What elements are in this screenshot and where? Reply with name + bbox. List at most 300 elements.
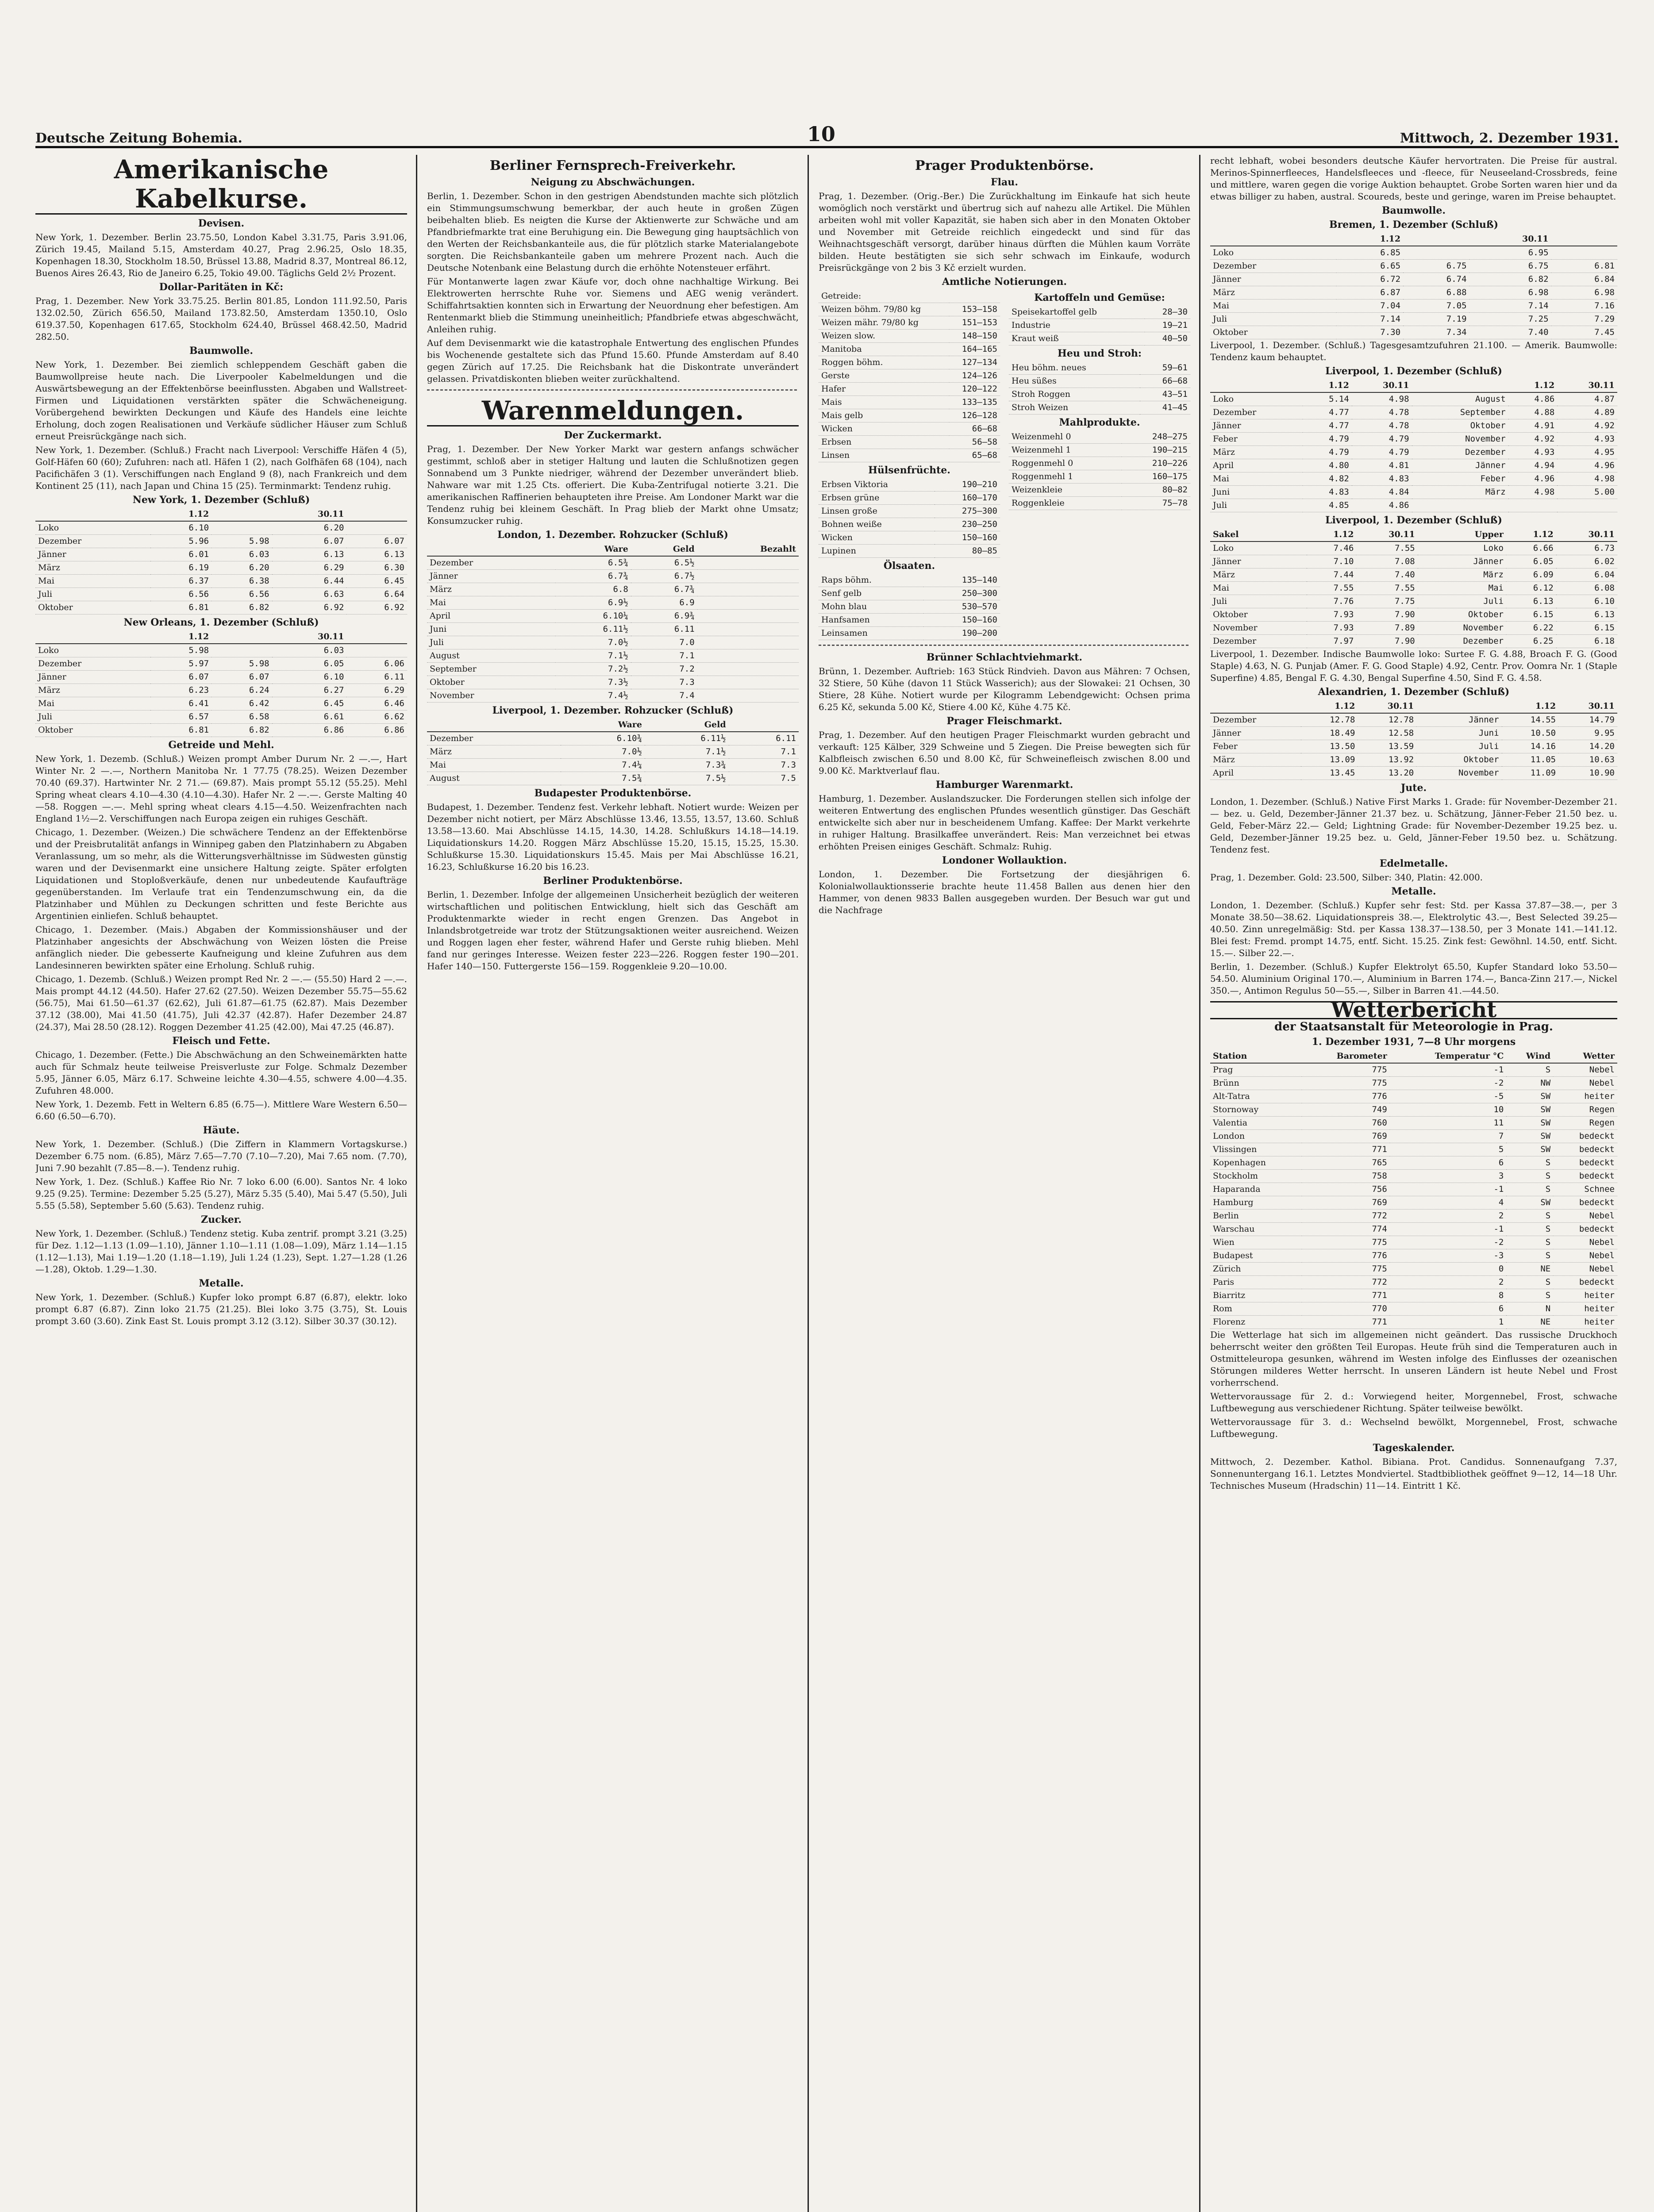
table-cell: Loko [1418, 541, 1506, 555]
table-cell: Wicken [819, 531, 935, 545]
table-cell: 6.81 [1551, 260, 1617, 273]
column-3 [819, 155, 1190, 2212]
table-cell: 7.04 [1336, 300, 1403, 313]
table-row [1210, 486, 1617, 499]
table-cell [697, 676, 799, 689]
table-cell [697, 556, 799, 570]
table-row [427, 689, 799, 703]
column-4 [1210, 155, 1617, 2212]
table-cell: 126—128 [949, 409, 1000, 422]
table-cell: 530—570 [923, 600, 1000, 614]
table-row [1210, 1103, 1617, 1117]
table-cell: November [427, 689, 555, 703]
table-header-cell: 30.11 [1356, 528, 1417, 541]
table-cell: 760 [1302, 1117, 1389, 1130]
table-cell: 6.98 [1469, 286, 1551, 300]
table-row [427, 759, 799, 772]
table-cell: Jänner [1210, 727, 1301, 740]
table-cell: 7.40 [1356, 568, 1417, 582]
subheading-precious-metals: Edelmetalle. [1379, 858, 1448, 869]
table-cell: 13.59 [1358, 740, 1416, 753]
table-cell: Vlissingen [1210, 1143, 1302, 1156]
table-row [427, 636, 799, 649]
table-row [35, 575, 407, 588]
table-cell: 6.7½ [631, 570, 697, 583]
table-cell: 6.04 [1556, 568, 1617, 582]
table-cell: NE [1506, 1316, 1553, 1329]
table-row [819, 356, 1000, 369]
table-cell: April [1210, 767, 1301, 780]
table-cell: 4.80 [1303, 459, 1352, 472]
table-cell: 5.98 [212, 657, 272, 671]
table-cell: 6.38 [212, 575, 272, 588]
table-row [819, 492, 1000, 505]
table-row [819, 449, 1000, 462]
table-row [1210, 1156, 1617, 1170]
table-row [1210, 1090, 1617, 1103]
table-cell: 7.3½ [555, 676, 631, 689]
table-cell: Getreide: [819, 290, 949, 303]
table-title-alexandria: Alexandrien, 1. Dezember (Schluß) [1318, 686, 1510, 698]
table-row [427, 610, 799, 623]
table-cell: 6.07 [150, 671, 212, 684]
table-cell: 7.0½ [561, 745, 645, 759]
table-cell: 6.95 [1469, 246, 1551, 260]
table-row [1210, 499, 1617, 512]
table-header-cell: Barometer [1302, 1050, 1389, 1063]
table-cell: 6.19 [150, 561, 212, 575]
table-cell: Jänner [35, 671, 150, 684]
table-cell: 772 [1302, 1210, 1389, 1223]
table-cell: 7.40 [1469, 326, 1551, 339]
article-budapest: Budapest, 1. Dezember. Tendenz fest. Verkehr lebhaft. Notiert wurde: Weizen per Dezember nicht notiert, per März Abschlüsse 13.46, 13.55, 13.57, 13.60. Schluß 13.58—13.60. Mai Abschlüsse 14.15, 14.30, 14.28. Schlußkurs 14.18—14.19. Liquidationskurs 14.20. Roggen März Abschlüsse 15.20, 15.15, 15.25, 15.30. Schlußkurse 15.30. Liquidationskurs 15.45. Mais per Mai Abschlüsse 16.21, 16.23, Schlußkurse 16.20 bis 16.23. [427, 802, 799, 872]
table-cell: 6.75 [1469, 260, 1551, 273]
table-cell: 4.98 [1508, 486, 1558, 499]
table-cell: Nebel [1553, 1210, 1617, 1223]
table-row [819, 614, 1000, 627]
article-berlin-produce: Berlin, 1. Dezember. Infolge der allgemeinen Unsicherheit bezüglich der weiteren wirtschaftlichen und politischen Entwicklung, hielt sich das Geschäft am Produktenmarkte wieder in recht engen Grenzen. Das Angebot in Inlandsbrotgetreide war trotz der Stützungsaktionen weiter ausreichend. Weizen und Roggen lagen eher fester, während Hafer und Gerste ruhig blieben. Mehl fand nur geringes Interesse. Weizen fester 223—226. Roggen fester 190—201. Hafer 140—150. Futtergerste 156—159. Roggenkleie 9.20—10.00. [427, 889, 799, 972]
table-cell: -3 [1390, 1249, 1507, 1263]
table-cell: 7.1½ [555, 649, 631, 663]
table-cell: 3 [1390, 1170, 1507, 1183]
table-cell: 7.76 [1307, 595, 1357, 608]
table-cell: 4.81 [1352, 459, 1412, 472]
table-header-cell: Ware [555, 543, 631, 556]
table-header-cell: Upper [1418, 528, 1506, 541]
table-cell: August [1412, 392, 1508, 406]
table-row [1210, 608, 1617, 622]
table-cell: Rom [1210, 1302, 1302, 1316]
table-cell: S [1506, 1223, 1553, 1236]
table-cell: 6.07 [272, 535, 347, 548]
table-cell: 771 [1302, 1143, 1389, 1156]
table-cell [697, 596, 799, 610]
table-cell: bedeckt [1553, 1223, 1617, 1236]
table-cell: 771 [1302, 1289, 1389, 1302]
table-cell: 13.92 [1358, 753, 1416, 767]
table-cell: 135—140 [923, 574, 1000, 587]
table-bremen [1210, 233, 1617, 339]
table-cell: Feber [1210, 740, 1301, 753]
table-cell: 7.4½ [555, 689, 631, 703]
table-cell: Paris [1210, 1276, 1302, 1289]
table-row [1210, 1196, 1617, 1210]
table-cell: Dezember [1412, 446, 1508, 459]
table-cell: 13.50 [1301, 740, 1358, 753]
article-berlin-3: Auf dem Devisenmarkt wie die katastrophale Entwertung des englischen Pfundes bis Wochenende gestaltete sich das Pfund 15.60. Pfunde Amsterdam auf 8.40 gegen Zürich auf 17.25. Die Reichsbank hat die Diskontrate unverändert gelassen. Privatdiskonten blieben weiter zurückhaltend. [427, 338, 799, 384]
table-header-cell: Station [1210, 1050, 1302, 1063]
table-cell: Berlin [1210, 1210, 1302, 1223]
table-row [1210, 406, 1617, 419]
table-cell [697, 636, 799, 649]
table-cell: 41—45 [1140, 401, 1190, 415]
table-cell: 758 [1302, 1170, 1389, 1183]
table-header-cell: 30.11 [1558, 700, 1617, 713]
table-cell: August [427, 649, 555, 663]
table-row [1210, 326, 1617, 339]
table-cell: 14.55 [1502, 713, 1559, 727]
table-cell: bedeckt [1553, 1196, 1617, 1210]
table-cell [1557, 499, 1617, 512]
table-cell: Lupinen [819, 545, 935, 558]
table-cell: Weizen mähr. 79/80 kg [819, 316, 949, 330]
table-cell: 4.84 [1352, 486, 1412, 499]
table-row [819, 343, 1000, 356]
subheading-meat: Fleisch und Fette. [172, 1035, 270, 1047]
table-cell [697, 610, 799, 623]
table-cell: Oktober [1412, 419, 1508, 433]
table-cell: November [1418, 622, 1506, 635]
table-cell: SW [1506, 1103, 1553, 1117]
table-cell: Stroh Weizen [1009, 401, 1140, 415]
table-title-ny: New York, 1. Dezember (Schluß) [132, 494, 310, 506]
subheading-hamburg: Hamburger Warenmarkt. [935, 779, 1073, 791]
table-cell: Nebel [1553, 1236, 1617, 1249]
table-row [1210, 1249, 1617, 1263]
table-cell: 7.3 [631, 676, 697, 689]
table-liverpool-2 [1210, 528, 1617, 648]
table-cell: 7.1½ [645, 745, 729, 759]
table-title-liverpool: Liverpool, 1. Dezember (Schluß) [1325, 365, 1502, 377]
table-cell: Loko [35, 521, 150, 535]
article-weather: Die Wetterlage hat sich im allgemeinen nicht geändert. Das russische Druckhoch beherrscht weiter den größten Teil Europas. Heute früh sind die Temperaturen auch in Ostmitteleuropa gesunken, während im Westen infolge des Einflusses der ozeanischen Störungen milderes Wetter herrscht. In unseren Ländern ist heute Nebel und Frost vorherrschend. [1210, 1329, 1617, 1388]
table-header-cell [1412, 379, 1508, 392]
table-cell: 5.97 [150, 657, 212, 671]
table-cell: 6.41 [150, 697, 212, 710]
table-cell: 6.10¾ [561, 732, 645, 745]
table-cell: 4.77 [1303, 419, 1352, 433]
table-cell: Juli [35, 588, 150, 601]
table-header-cell [1210, 700, 1301, 713]
table-row [35, 588, 407, 601]
quotes-left [819, 290, 1000, 640]
table-cell: 40—50 [1145, 332, 1190, 346]
table-cell: 248—275 [1122, 430, 1190, 444]
table-new-orleans-cotton [35, 630, 407, 737]
table-legumes [819, 478, 1000, 558]
article-wool: London, 1. Dezember. Die Fortsetzung der diesjährigen 6. Kolonialwollauktionsserie brachte heute 11.458 Ballen aus denen hier den Hammer, von denen 9833 Ballen ausgegeben wurden. Der Besuch war gut und die Nachfrage [819, 869, 1190, 915]
table-cell: 6.29 [272, 561, 347, 575]
table-cell: Stockholm [1210, 1170, 1302, 1183]
table-cell: 7.5½ [645, 772, 729, 785]
table-cell: 6.24 [212, 684, 272, 697]
table-cell: Senf gelb [819, 587, 923, 600]
table-header-cell: 1.12 [1508, 379, 1558, 392]
table-cell: 771 [1302, 1316, 1389, 1329]
table-cell: 6.85 [1336, 246, 1403, 260]
subheading-official-quotes: Amtliche Notierungen. [942, 276, 1067, 288]
table-row [1210, 727, 1617, 740]
table-hay [1009, 361, 1190, 415]
table-cell: 13.45 [1301, 767, 1358, 780]
table-cell: 7.55 [1356, 582, 1417, 595]
table-cell: 772 [1302, 1276, 1389, 1289]
table-cell: Juli [1210, 499, 1303, 512]
table-cell: April [1210, 459, 1303, 472]
section-title-prague-produce: Prager Produktenbörse. [915, 158, 1094, 173]
table-header-cell [427, 718, 561, 732]
table-cell: Florenz [1210, 1316, 1302, 1329]
table-cell: 6.7¾ [555, 570, 631, 583]
table-cell: 6.58 [212, 710, 272, 724]
table-cell: 6.11½ [645, 732, 729, 745]
table-header-cell: 1.12 [150, 630, 212, 644]
table-cell: 7.89 [1356, 622, 1417, 635]
table-cell: 14.16 [1502, 740, 1559, 753]
table-cell: Weizenmehl 1 [1009, 444, 1122, 457]
table-cell: März [1210, 568, 1307, 582]
table-cell: Hamburg [1210, 1196, 1302, 1210]
table-row [819, 478, 1000, 492]
table-header-row [1210, 233, 1617, 246]
article-jute: London, 1. Dezember. (Schluß.) Native First Marks 1. Grade: für November-Dezember 21.— bez. u. Geld, Dezember-Jänner 21.37 bez. u. Schätzung, Jänner-Feber 21.50 bez. u. Geld, Feber-März 22.— Geld; Lightning Grade: für November-Dezember 19.25 bez. u. Geld, Dezember-Jänner 19.25 bez. u. Geld, Jänner-Feber 19.50 bez. u. Schätzung. Tendenz fest. [1210, 796, 1617, 855]
table-row [819, 505, 1000, 518]
table-cell: Biarritz [1210, 1289, 1302, 1302]
table-cell: 6.03 [212, 548, 272, 561]
table-cell: 14.79 [1558, 713, 1617, 727]
table-row [819, 600, 1000, 614]
table-row [1210, 1183, 1617, 1196]
table-cell: S [1506, 1170, 1553, 1183]
table-cell: -1 [1390, 1063, 1507, 1077]
table-cell: 6.11 [729, 732, 799, 745]
table-header-cell [346, 508, 407, 521]
table-cell: 7.1 [631, 649, 697, 663]
table-cell: Roggen böhm. [819, 356, 949, 369]
table-cell: SW [1506, 1090, 1553, 1103]
table-cell: Juli [427, 636, 555, 649]
table-cell: 4.79 [1352, 433, 1412, 446]
table-header-cell: Geld [645, 718, 729, 732]
table-cell: 12.58 [1358, 727, 1416, 740]
table-cell: 5.00 [1557, 486, 1617, 499]
table-cell [1508, 499, 1558, 512]
section-title-berlin: Berliner Fernsprech-Freiverkehr. [489, 158, 736, 173]
table-cell: Wien [1210, 1236, 1302, 1249]
issue-date: Mittwoch, 2. Dezember 1931. [1400, 131, 1619, 146]
table-cell: 6.13 [272, 548, 347, 561]
page-header [35, 119, 1619, 148]
table-cell [1551, 246, 1617, 260]
table-liverpool [1210, 379, 1617, 512]
table-header-cell [35, 508, 150, 521]
table-cell: Dezember [1210, 713, 1301, 727]
table-cell: 4.88 [1508, 406, 1558, 419]
table-cell: 4.98 [1557, 472, 1617, 486]
subheading-potatoes: Kartoffeln und Gemüse: [1034, 292, 1165, 303]
table-header-cell [346, 630, 407, 644]
table-cell: 6.09 [1506, 568, 1556, 582]
table-cell: März [427, 583, 555, 596]
table-cell: 124—126 [949, 369, 1000, 383]
table-cell: 6.66 [1506, 541, 1556, 555]
table-cell: Loko [35, 644, 150, 657]
table-cell: Kopenhagen [1210, 1156, 1302, 1170]
subheading-jute: Jute. [1400, 782, 1427, 794]
table-cell: 770 [1302, 1302, 1389, 1316]
table-row [1210, 1223, 1617, 1236]
table-cell: 7.55 [1356, 541, 1417, 555]
table-cell: 6.03 [272, 644, 347, 657]
table-cell: 12.78 [1358, 713, 1416, 727]
table-header-cell: 30.11 [1358, 700, 1416, 713]
table-cell: 4.91 [1508, 419, 1558, 433]
table-cell: 6.37 [150, 575, 212, 588]
table-cell: N [1506, 1302, 1553, 1316]
article-chicago-wheat: Chicago, 1. Dezember. (Weizen.) Die schwächere Tendenz an der Effektenbörse und der Preisbrutalität anfangs in Winnipeg gaben den Platzinhabern zu Abgaben Veranlassung, um so mehr, als die Witterungsverhältnisse im Südwesten günstig waren und der Devisenmarkt eine unsichere Haltung zeigte. Später erfolgten Liquidationen und Stoploßverkäufe, denen nur unbedeutende Kaufaufträge gegenüberstanden. Im Verlaufe trat ein Tendenzumschwung ein, da die Platzinhaber und Mühlen zu Deckungen schritten und feste Berichte aus Argentinien einliefen. Schluß behauptet. [35, 827, 407, 921]
table-cell: Jänner [1210, 273, 1336, 286]
table-cell: Dezember [1418, 635, 1506, 648]
table-cell: Weizen böhm. 79/80 kg [819, 303, 949, 316]
table-cell: 14.20 [1558, 740, 1617, 753]
article-liverpool: Liverpool, 1. Dezember. (Schluß.) Tagesgesamtzufuhren 21.100. — Amerik. Baumwolle: Tendenz kaum behauptet. [1210, 340, 1617, 362]
article-meat: Chicago, 1. Dezember. (Fette.) Die Abschwächung an den Schweinemärkten hatte auch für Schmalz heute teilweise Preisverluste zur Folge. Schmalz Dezember 5.95, Jänner 6.05, März 6.17. Schweine leichte 4.30—4.55, schwere 4.00—4.35. Zufuhren 48.000. [35, 1049, 407, 1096]
table-cell: 7.05 [1403, 300, 1469, 313]
table-cell: Mai [35, 697, 150, 710]
table-cell: bedeckt [1553, 1170, 1617, 1183]
table-title-london-sugar: London, 1. Dezember. Rohzucker (Schluß) [497, 529, 728, 541]
table-cell: Weizenkleie [1009, 484, 1122, 497]
table-cell: 80—82 [1122, 484, 1190, 497]
subheading-calendar: Tageskalender. [1373, 1442, 1455, 1454]
table-cell: 6.15 [1506, 608, 1556, 622]
table-cell: 6.11½ [555, 623, 631, 636]
table-row [35, 644, 407, 657]
table-row [819, 409, 1000, 422]
table-header-cell: Wetter [1553, 1050, 1617, 1063]
column-2 [427, 155, 799, 2212]
table-cell: Mai [427, 596, 555, 610]
table-header-cell [35, 630, 150, 644]
article-sugar-market: Prag, 1. Dezember. Der New Yorker Markt war gestern anfangs schwächer gestimmt, schloß aber in stetiger Haltung und lauten die Schlußnotizen gegen Sonnabend um 3 Punkte niedriger, während der Dezember unverändert blieb. Nahware war mit 1.25 Cts. offeriert. Die Kuba-Zentrifugal notierte 3.21. Die amerikanischen Raffinerien behaupteten ihre Preise. Am Londoner Markt war die Tendenz ruhig bei kleinem Geschäft. In Prag blieb der Markt ohne Umsatz; Konsumzucker ruhig. [427, 444, 799, 526]
table-cell: bedeckt [1553, 1143, 1617, 1156]
table-cell: März [35, 684, 150, 697]
article-coffee: New York, 1. Dez. (Schluß.) Kaffee Rio Nr. 7 loko 6.00 (6.00). Santos Nr. 4 loko 9.25 (9.25). Termine: Dezember 5.25 (5.27), März 5.35 (5.40), Mai 5.47 (5.50), Juli 5.55 (5.58), September 5.60 (5.63). Tendenz ruhig. [35, 1176, 407, 1211]
article-chicago-corn: Chicago, 1. Dezember. (Mais.) Abgaben der Kommissionshäuser und der Platzinhaber angesichts der Abschwächung von Weizen lösten die Preise anfänglich nieder. Die gebesserte Kaufneigung und kleine Zufuhren aus dem Landesinneren bewirkten später eine Erholung. Schluß ruhig. [35, 924, 407, 971]
table-cell: 6.05 [272, 657, 347, 671]
table-row [1210, 582, 1617, 595]
table-cell: 133—135 [949, 396, 1000, 409]
table-cell: Roggenmehl 1 [1009, 470, 1122, 484]
table-cell: 4.79 [1303, 446, 1352, 459]
table-row [35, 561, 407, 575]
table-cell: -1 [1390, 1183, 1507, 1196]
table-cell: Mai [35, 575, 150, 588]
table-cell: 6.56 [212, 588, 272, 601]
table-cell: Dezember [1210, 406, 1303, 419]
table-cell [697, 663, 799, 676]
subheading-flour: Mahlprodukte. [1059, 417, 1140, 428]
table-cell: 6.88 [1403, 286, 1469, 300]
table-row [1210, 1276, 1617, 1289]
table-cell [949, 290, 1000, 303]
table-cell: 6.30 [346, 561, 407, 575]
table-cell: 2 [1390, 1210, 1507, 1223]
article-prague-meat: Prag, 1. Dezember. Auf den heutigen Prager Fleischmarkt wurden gebracht und verkauft: 125 Kälber, 329 Schweine und 5 Ziegen. Die Preise bewegten sich für Kalbfleisch zwischen 6.50 und 8.00 Kč, für Schweinefleisch zwischen 8.00 und 9.00 Kč. Marktverlauf flau. [819, 730, 1190, 776]
table-cell: 6.74 [1403, 273, 1469, 286]
table-cell: 5.98 [150, 644, 212, 657]
table-cell: Leinsamen [819, 627, 923, 640]
table-cell: 6.18 [1556, 635, 1617, 648]
table-cell: 6.42 [212, 697, 272, 710]
article-forecast-2: Wettervoraussage für 3. d.: Wechselnd bewölkt, Morgennebel, Frost, schwache Luftbewegung. [1210, 1417, 1617, 1439]
article-cotton-2: New York, 1. Dezember. (Schluß.) Fracht nach Liverpool: Verschiffe Häfen 4 (5), Golf-Häfen 60 (60); Zufuhren: nach atl. Häfen 1 (2), nach Golfhäfen 68 (104), nach Pacifichäfen 3 (1). Verschiffungen nach England 9 (8), nach Frankreich und dem Kontinent 25 (11), nach Japan und China 15 (25). Terminmarkt: Tendenz ruhig. [35, 445, 407, 491]
table-row [1210, 1143, 1617, 1156]
table-row [1210, 1130, 1617, 1143]
table-row [819, 290, 1000, 303]
table-row [1210, 1117, 1617, 1130]
table-row [1009, 470, 1190, 484]
subheading-devisen: Devisen. [198, 218, 245, 229]
table-liverpool-sugar [427, 718, 799, 785]
table-title-bremen: Bremen, 1. Dezember (Schluß) [1329, 219, 1499, 230]
table-header-cell: 1.12 [1303, 379, 1352, 392]
table-cell: Dezember [1210, 635, 1307, 648]
table-cell: 230—250 [935, 518, 1000, 531]
table-cell: 6.56 [150, 588, 212, 601]
table-cell: Roggenkleie [1009, 497, 1122, 510]
table-cell: 4.86 [1352, 499, 1412, 512]
table-cell: 65—68 [949, 449, 1000, 462]
table-cell: Juli [35, 710, 150, 724]
table-cell: Oktober [1416, 753, 1501, 767]
column-rule [808, 155, 809, 2212]
table-cell: 4.77 [1303, 406, 1352, 419]
table-row [35, 548, 407, 561]
table-cell: 153—158 [949, 303, 1000, 316]
table-cell: März [427, 745, 561, 759]
table-cell: 769 [1302, 1196, 1389, 1210]
article-cotton: New York, 1. Dezember. Bei ziemlich schleppendem Geschäft gaben die Baumwollpreise heute nach. Die Liverpooler Kabelmeldungen und die Auswärtsbewegung an der Effektenbörse beeinflussten. Abgaben und Wallstreet-Firmen und Liquidationen verstärkten später die Schwächeneigung. Vorübergehend bewirkten Deckungen und Käufe des Handels eine leichte Erholung, doch zogen Realisationen und Verkäufe südlicher Häuser zum Schluß erneut Preisrückgänge nach sich. [35, 359, 407, 442]
table-cell: 190—215 [1122, 444, 1190, 457]
table-header-cell [427, 543, 555, 556]
table-cell: S [1506, 1289, 1553, 1302]
table-cell: 4.96 [1557, 459, 1617, 472]
table-cell: Jänner [427, 570, 555, 583]
table-cell: 7.08 [1356, 555, 1417, 568]
table-cell: Bohnen weiße [819, 518, 935, 531]
table-ny-cotton [35, 508, 407, 614]
table-cell: 749 [1302, 1103, 1389, 1117]
table-cell: 6.82 [212, 724, 272, 737]
divider [819, 645, 1190, 646]
table-cell: 6.84 [1551, 273, 1617, 286]
table-cell: 6.92 [272, 601, 347, 614]
table-cell: -2 [1390, 1236, 1507, 1249]
table-cell [697, 689, 799, 703]
article-chicago-prices: Chicago, 1. Dezemb. (Schluß.) Weizen prompt Red Nr. 2 —.— (55.50) Hard 2 —.—. Mais prompt 44.12 (44.50). Hafer 27.62 (27.50). Weizen Dezember 55.75—55.62 (56.75), Mai 61.50—61.37 (62.62), Juli 61.87—61.75 (62.87). Mais Dezember 37.12 (38.00), Mai 41.50 (41.75), Juli 42.37 (42.87). Hafer Dezember 24.87 (24.37), Mai 28.50 (28.12). Roggen Dezember 41.25 (42.00), Mai 47.25 (46.87). [35, 974, 407, 1032]
table-cell [346, 644, 407, 657]
